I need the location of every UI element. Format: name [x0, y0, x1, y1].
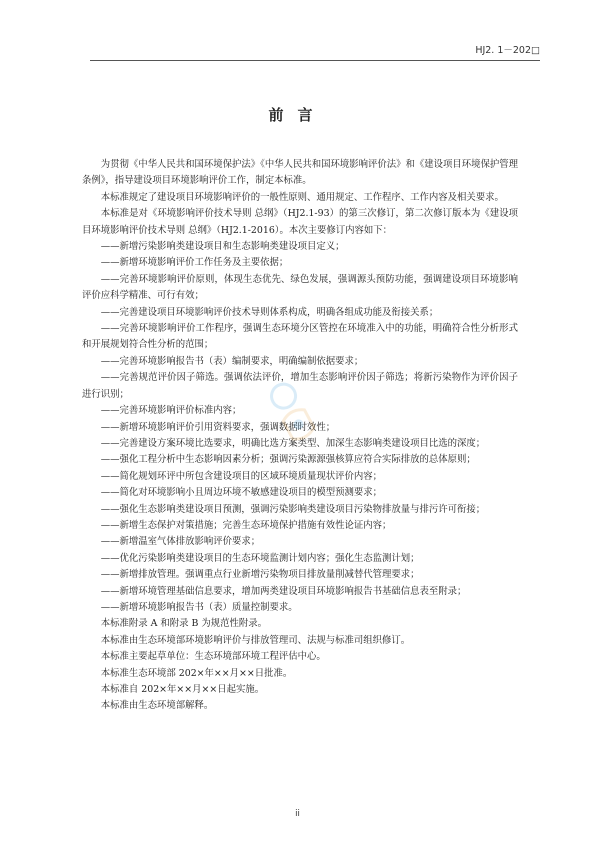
header-divider: [90, 60, 540, 61]
paragraph: 本标准主要起草单位：生态环境部环境工程评估中心。: [100, 651, 326, 663]
paragraph: 本标准规定了建设项目环境影响评价的一般性原则、通用规定、工作程序、工作内容及相关要求。: [100, 191, 504, 203]
paragraph: 本标准自 202×年××月××日起实施。: [100, 684, 265, 695]
revision-item: ——新增环境影响报告书（表）质量控制要求。: [100, 601, 298, 613]
revision-item: ——完善环境影响评价工作程序，强调生态环境分区管控在环境准入中的功能，明确符合性分析形式和开展规划符合性分析的范围；: [82, 323, 518, 351]
revision-item: ——强化生态影响类建设项目预测，强调污染影响类建设项目污染物排放量与排污许可衔接；: [100, 503, 486, 515]
revision-item: ——新增环境管理基础信息要求，增加两类建设项目环境影响报告书基础信息表至附录；: [100, 585, 467, 597]
revision-item: ——完善建设项目环境影响评价技术导则体系构成，明确各组成功能及衔接关系；: [100, 306, 439, 318]
revision-item: ——完善建设方案环境比选要求，明确比选方案类型、加深生态影响类建设项目比选的深度；: [100, 437, 486, 449]
revision-item: ——新增环境影响评价引用资料要求，强调数据时效性；: [100, 421, 336, 433]
revision-item: ——优化污染影响类建设项目的生态环境监测计划内容；强化生态监测计划；: [100, 552, 420, 564]
paragraph: 本标准附录 A 和附录 B 为规范性附录。: [100, 618, 268, 630]
revision-item: ——简化对环境影响小且周边环境不敏感建设项目的模型预测要求；: [100, 487, 383, 499]
page-number: ii: [295, 809, 300, 819]
page-title: 前言: [268, 106, 327, 124]
paragraph: 本标准是对《环境影响评价技术导则 总纲》（HJ2.1-93）的第三次修订，第二次修订版本为《建设项目环境影响评价技术导则 总纲》（HJ2.1-2016）。本次主要修订内容如下：: [82, 208, 518, 236]
revision-item: ——新增排放管理。强调重点行业新增污染物项目排放量削减替代管理要求；: [100, 569, 420, 581]
revision-item: ——强化工程分析中生态影响因素分析；强调污染源源强核算应符合实际排放的总体原则；: [100, 454, 476, 466]
revision-item: ——完善环境影响评价标准内容；: [100, 405, 242, 417]
document-code: HJ2. 1－202□: [475, 45, 540, 56]
revision-item: ——新增生态保护对策措施；完善生态环境保护措施有效性论证内容；: [100, 519, 392, 531]
revision-item: ——新增污染影响类建设项目和生态影响类建设项目定义；: [100, 241, 345, 253]
revision-item: ——新增温室气体排放影响评价要求；: [100, 536, 261, 548]
paragraph: 本标准生态环境部 202×年××月××日批准。: [100, 667, 293, 679]
paragraph: 为贯彻《中华人民共和国环境保护法》《中华人民共和国环境影响评价法》和《建设项目环境保护管理条例》，指导建设项目环境影响评价工作，制定本标准。: [82, 159, 518, 187]
revision-item: ——完善环境影响报告书（表）编制要求，明确编制依据要求；: [100, 355, 364, 367]
paragraph: 本标准由生态环境部解释。: [100, 700, 214, 712]
paragraph: 本标准由生态环境部环境影响评价与排放管理司、法规与标准司组织修订。: [100, 634, 411, 646]
revision-item: ——新增环境影响评价工作任务及主要依据；: [100, 257, 289, 269]
revision-item: ——简化规划环评中所包含建设项目的区域环境质量现状评价内容；: [100, 470, 383, 482]
revision-item: ——完善规范评价因子筛选。强调依法评价，增加生态影响评价因子筛选；将新污染物作为评价因子进行识别；: [82, 372, 518, 400]
revision-item: ——完善环境影响评价原则，体现生态优先、绿色发展，强调源头预防功能，强调建设项目环境影响评价应科学精准、可行有效；: [82, 273, 518, 302]
